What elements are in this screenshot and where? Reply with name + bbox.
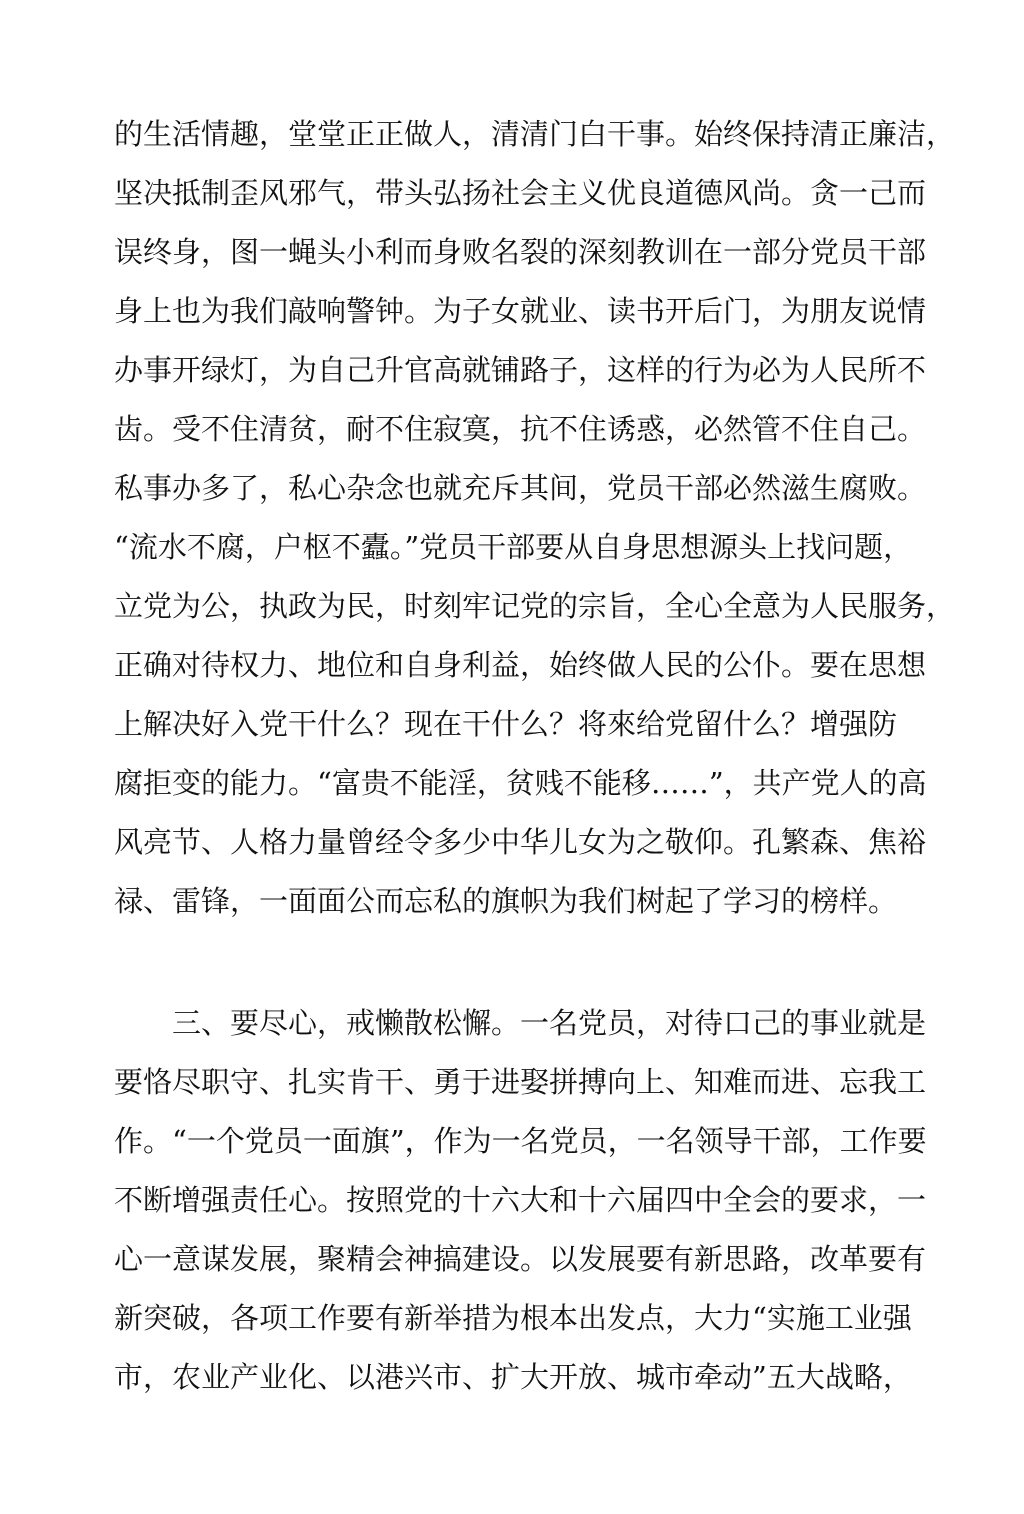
text-line: 三、要尽心，戒懒散松懈。一名党员，对待口己的事业就是	[172, 1006, 927, 1040]
text-line: 的生活情趣，堂堂正正做人，清清门白干事。始终保持清正廉洁，	[114, 117, 956, 151]
text-line: 误终身，图一蝇头小利而身败名裂的深刻教训在一部分党员干部	[114, 235, 927, 269]
text-line: 私事办多了，私心杂念也就充斥其间，党员干部必然滋生腐败。	[114, 471, 927, 505]
text-line: 正确对待权力、地位和自身利益，始终做人民的公仆。要在思想	[114, 648, 927, 682]
text-line: 作。“一个党员一面旗”，作为一名党员，一名领导干部，工作要	[114, 1124, 927, 1158]
text-line: 上解决好入党干什么？现在干什么？将來给党留什么？增强防	[114, 707, 898, 741]
text-line: 腐拒变的能力。“富贵不能淫，贫贱不能移……”，共产党人的高	[114, 766, 927, 800]
text-line: 办事开绿灯，为自己升官高就铺路子，这样的行为必为人民所不	[114, 353, 927, 387]
text-line: 坚决抵制歪风邪气，带头弘扬社会主义优良道德风尚。贪一己而	[114, 176, 927, 210]
text-line: 齿。受不住清贫，耐不住寂寞，抗不住诱惑，必然管不住自己。	[114, 412, 927, 446]
text-line: 心一意谋发展，聚精会神搞建设。以发展要有新思路，改革要有	[114, 1242, 927, 1276]
text-line: 新突破，各项工作要有新举措为根本出发点，大力“实施工业强	[114, 1301, 912, 1335]
text-line: 立党为公，执政为民，时刻牢记党的宗旨，全心全意为人民服务，	[114, 589, 956, 623]
text-line: 身上也为我们敲响警钟。为子女就业、读书开后门，为朋友说情	[114, 294, 927, 328]
text-line: 不断增强责任心。按照党的十六大和十六届四中全会的要求，一	[114, 1183, 927, 1217]
text-line: 禄、雷锋，一面面公而忘私的旗帜为我们树起了学习的榜样。	[114, 884, 898, 918]
text-line: 市，农业产业化、以港兴市、扩大开放、城市牵动”五大战略，	[114, 1360, 912, 1394]
text-line: 要恪尽职守、扎实肯干、勇于进娶拼搏向上、知难而进、忘我工	[114, 1065, 927, 1099]
text-line: “流水不腐，户枢不蠹。”党员干部要从自身思想源头上找问题，	[114, 530, 913, 564]
text-line: 风亮节、人格力量曾经令多少中华儿女为之敬仰。孔繁森、焦裕	[114, 825, 927, 859]
